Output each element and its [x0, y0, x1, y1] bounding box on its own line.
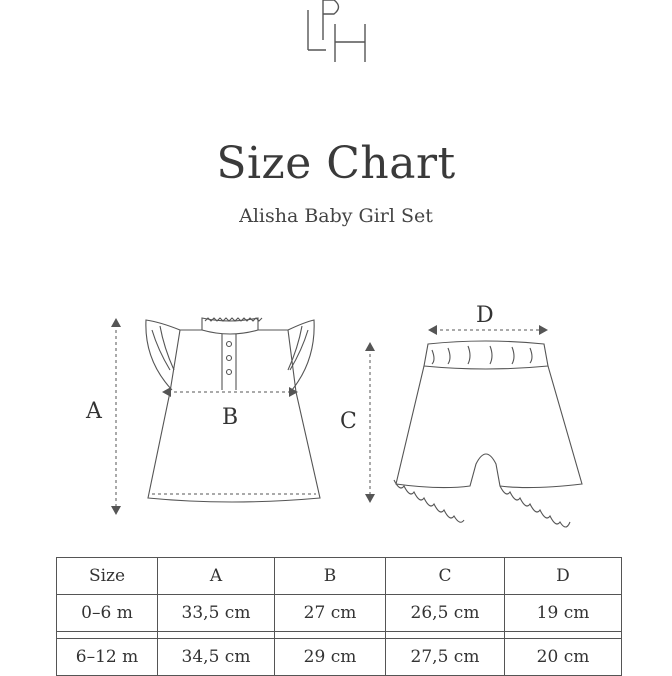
- label-a: A: [86, 399, 102, 424]
- cell-size: 6–12 m: [57, 639, 158, 676]
- table-row: [57, 639, 622, 676]
- header-d: D: [505, 558, 622, 595]
- table-header-row: [57, 558, 622, 595]
- label-b: B: [222, 405, 239, 430]
- product-subtitle: Alisha Baby Girl Set: [239, 205, 433, 227]
- cell-c: 26,5 cm: [386, 595, 505, 632]
- cell-d: 19 cm: [505, 595, 622, 632]
- cell-c: 27,5 cm: [386, 639, 505, 676]
- table-row: [57, 595, 622, 632]
- label-d: D: [476, 303, 494, 328]
- cell-d: 20 cm: [505, 639, 622, 676]
- cell-a: 34,5 cm: [158, 639, 275, 676]
- brand-logo: [0, 0, 672, 70]
- shorts-illustration: [394, 341, 582, 527]
- size-table: [56, 557, 622, 676]
- header-a: A: [158, 558, 275, 595]
- cell-b: 29 cm: [275, 639, 386, 676]
- header-size: Size: [57, 558, 158, 595]
- header-b: B: [275, 558, 386, 595]
- cell-b: 27 cm: [275, 595, 386, 632]
- header-c: C: [386, 558, 505, 595]
- cell-a: 33,5 cm: [158, 595, 275, 632]
- label-c: C: [340, 409, 357, 434]
- garment-diagram: [0, 290, 672, 530]
- cell-size: 0–6 m: [57, 595, 158, 632]
- page-title: Size Chart: [216, 138, 456, 189]
